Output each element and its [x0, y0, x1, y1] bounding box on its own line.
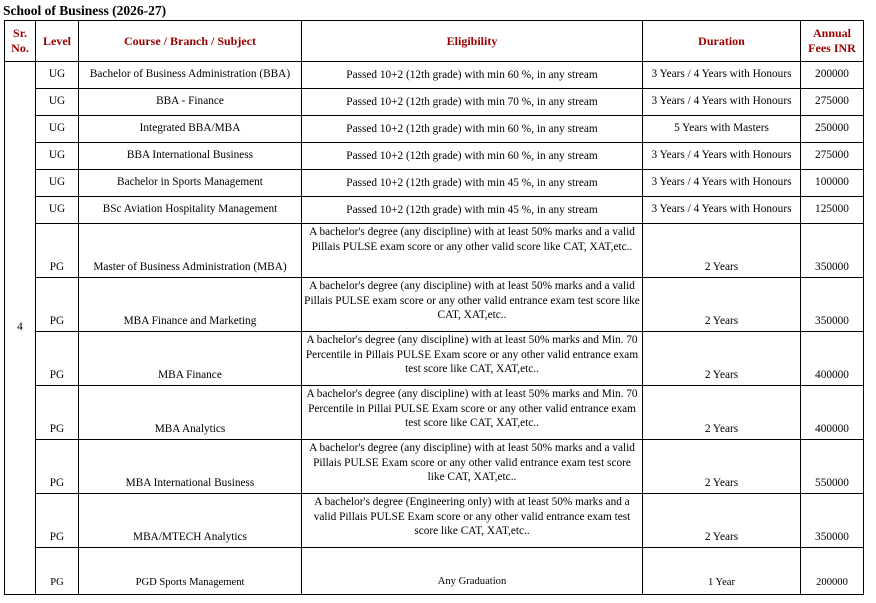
table-row	[5, 62, 864, 89]
fees-cell: 200000	[801, 548, 864, 595]
duration-cell: 3 Years / 4 Years with Honours	[643, 170, 801, 197]
table-row	[5, 116, 864, 143]
table-row	[5, 224, 864, 278]
eligibility-cell: Passed 10+2 (12th grade) with min 60 %, in any stream	[302, 62, 643, 89]
fees-cell: 250000	[801, 116, 864, 143]
header-eligibility: Eligibility	[302, 21, 643, 62]
duration-cell: 5 Years with Masters	[643, 116, 801, 143]
level-cell: UG	[36, 197, 79, 224]
fees-table	[4, 20, 864, 595]
course-cell: Integrated BBA/MBA	[79, 116, 302, 143]
level-cell: UG	[36, 89, 79, 116]
eligibility-cell: A bachelor's degree (any discipline) with at least 50% marks and a valid Pillais PULSE Exam score or any other valid entrance exam test score like CAT, XAT,etc..	[302, 440, 643, 494]
header-sr-no: Sr. No.	[5, 21, 36, 62]
course-cell: BBA International Business	[79, 143, 302, 170]
level-cell: PG	[36, 494, 79, 548]
duration-cell: 2 Years	[643, 278, 801, 332]
duration-cell: 3 Years / 4 Years with Honours	[643, 197, 801, 224]
level-cell: UG	[36, 170, 79, 197]
eligibility-cell: A bachelor's degree (any discipline) with at least 50% marks and Min. 70 Percentile in Pillais PULSE Exam score or any other valid entrance exam test score like CAT, XAT,etc..	[302, 332, 643, 386]
eligibility-cell: A bachelor's degree (any discipline) with at least 50% marks and Min. 70 Percentile in Pillai PULSE Exam score or any other valid entrance exam test score like CAT, XAT,etc..	[302, 386, 643, 440]
duration-cell: 2 Years	[643, 224, 801, 278]
level-cell: PG	[36, 548, 79, 595]
course-cell: PGD Sports Management	[79, 548, 302, 595]
header-fees: Annual Fees INR	[801, 21, 864, 62]
level-cell: PG	[36, 224, 79, 278]
fees-cell: 100000	[801, 170, 864, 197]
course-cell: Bachelor in Sports Management	[79, 170, 302, 197]
course-cell: BBA - Finance	[79, 89, 302, 116]
duration-cell: 1 Year	[643, 548, 801, 595]
course-cell: MBA International Business	[79, 440, 302, 494]
level-cell: PG	[36, 332, 79, 386]
eligibility-cell: Passed 10+2 (12th grade) with min 45 %, in any stream	[302, 197, 643, 224]
fees-cell: 200000	[801, 62, 864, 89]
fees-cell: 550000	[801, 440, 864, 494]
table-row	[5, 278, 864, 332]
level-cell: UG	[36, 116, 79, 143]
eligibility-cell: Any Graduation	[302, 548, 643, 595]
fees-cell: 350000	[801, 224, 864, 278]
duration-cell: 2 Years	[643, 332, 801, 386]
table-row	[5, 89, 864, 116]
table-row	[5, 197, 864, 224]
table-header-row	[5, 21, 864, 62]
eligibility-cell: A bachelor's degree (any discipline) with at least 50% marks and a valid Pillais PULSE exam score or any other valid entrance exam test score like CAT, XAT,etc..	[302, 278, 643, 332]
page-title: School of Business (2026-27)	[3, 3, 167, 18]
course-cell: MBA Finance	[79, 332, 302, 386]
fees-cell: 350000	[801, 494, 864, 548]
sr-no-cell: 4	[5, 62, 36, 595]
eligibility-cell: A bachelor's degree (any discipline) with at least 50% marks and a valid Pillais PULSE exam score or any other valid score like CAT, XAT,etc..	[302, 224, 643, 278]
fees-cell: 275000	[801, 89, 864, 116]
fees-cell: 125000	[801, 197, 864, 224]
table-row	[5, 170, 864, 197]
table-row	[5, 494, 864, 548]
course-cell: MBA Finance and Marketing	[79, 278, 302, 332]
level-cell: UG	[36, 62, 79, 89]
table-row	[5, 548, 864, 595]
course-cell: Master of Business Administration (MBA)	[79, 224, 302, 278]
duration-cell: 3 Years / 4 Years with Honours	[643, 143, 801, 170]
header-level: Level	[36, 21, 79, 62]
table-row	[5, 332, 864, 386]
course-cell: MBA/MTECH Analytics	[79, 494, 302, 548]
header-course: Course / Branch / Subject	[79, 21, 302, 62]
fees-cell: 400000	[801, 386, 864, 440]
course-cell: MBA Analytics	[79, 386, 302, 440]
eligibility-cell: Passed 10+2 (12th grade) with min 60 %, in any stream	[302, 116, 643, 143]
eligibility-cell: Passed 10+2 (12th grade) with min 45 %, in any stream	[302, 170, 643, 197]
duration-cell: 3 Years / 4 Years with Honours	[643, 89, 801, 116]
level-cell: PG	[36, 278, 79, 332]
header-duration: Duration	[643, 21, 801, 62]
table-row	[5, 143, 864, 170]
duration-cell: 2 Years	[643, 386, 801, 440]
level-cell: PG	[36, 440, 79, 494]
eligibility-cell: Passed 10+2 (12th grade) with min 70 %, in any stream	[302, 89, 643, 116]
level-cell: PG	[36, 386, 79, 440]
duration-cell: 2 Years	[643, 440, 801, 494]
table-row	[5, 440, 864, 494]
course-cell: BSc Aviation Hospitality Management	[79, 197, 302, 224]
fees-cell: 275000	[801, 143, 864, 170]
table-row	[5, 386, 864, 440]
duration-cell: 2 Years	[643, 494, 801, 548]
fees-cell: 400000	[801, 332, 864, 386]
duration-cell: 3 Years / 4 Years with Honours	[643, 62, 801, 89]
eligibility-cell: A bachelor's degree (Engineering only) with at least 50% marks and a valid Pillais PULSE Exam score or any other valid entrance exam test score like CAT, XAT,etc..	[302, 494, 643, 548]
course-cell: Bachelor of Business Administration (BBA)	[79, 62, 302, 89]
fees-cell: 350000	[801, 278, 864, 332]
level-cell: UG	[36, 143, 79, 170]
eligibility-cell: Passed 10+2 (12th grade) with min 60 %, in any stream	[302, 143, 643, 170]
